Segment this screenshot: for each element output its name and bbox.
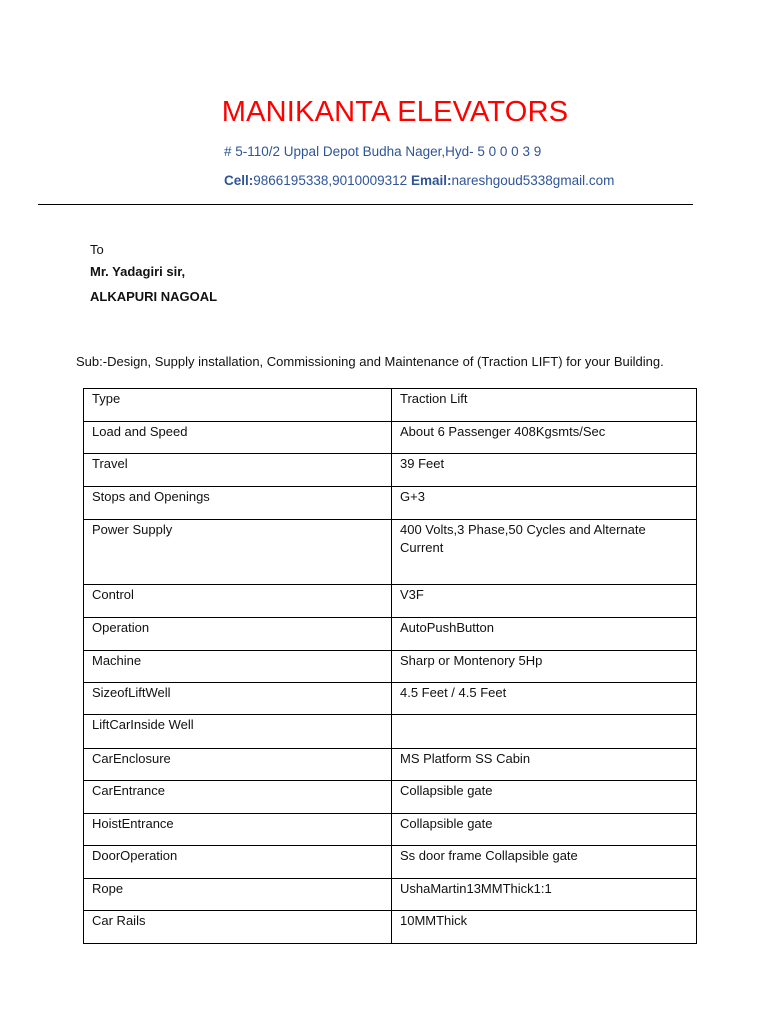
cell-value: 9866195338,9010009312 xyxy=(253,173,408,188)
table-row xyxy=(84,879,697,911)
specification-table xyxy=(83,388,697,944)
table-row xyxy=(84,454,697,487)
spec-label: Type xyxy=(84,389,392,422)
spec-label: LiftCarInside Well xyxy=(84,715,392,749)
spec-value: 39 Feet xyxy=(392,454,697,487)
table-row xyxy=(84,683,697,715)
email-label: Email: xyxy=(410,173,452,188)
spec-label: Car Rails xyxy=(84,911,392,944)
spec-label: CarEnclosure xyxy=(84,749,392,781)
spec-label: SizeofLiftWell xyxy=(84,683,392,715)
spec-value: Collapsible gate xyxy=(392,781,697,814)
table-row xyxy=(84,618,697,651)
spec-value: MS Platform SS Cabin xyxy=(392,749,697,781)
spec-value xyxy=(392,715,697,749)
company-name: MANIKANTA ELEVATORS xyxy=(221,96,569,128)
company-address: # 5-110/2 Uppal Depot Budha Nager,Hyd- 5 0 0 0 3 9 xyxy=(224,144,542,159)
spec-value: About 6 Passenger 408Kgsmts/Sec xyxy=(392,422,697,454)
spec-value: Collapsible gate xyxy=(392,814,697,846)
table-row xyxy=(84,749,697,781)
spec-label: CarEntrance xyxy=(84,781,392,814)
spec-label: Load and Speed xyxy=(84,422,392,454)
spec-value: UshaMartin13MMThick1:1 xyxy=(392,879,697,911)
spec-label: Operation xyxy=(84,618,392,651)
spec-label: Travel xyxy=(84,454,392,487)
spec-label: DoorOperation xyxy=(84,846,392,879)
table-row xyxy=(84,814,697,846)
email-value: nareshgoud5338gmail.com xyxy=(451,173,615,188)
to-label: To xyxy=(90,242,104,257)
recipient-address: ALKAPURI NAGOAL xyxy=(90,289,218,304)
spec-value: V3F xyxy=(392,585,697,618)
spec-value: Sharp or Montenory 5Hp xyxy=(392,651,697,683)
spec-value: AutoPushButton xyxy=(392,618,697,651)
spec-label: HoistEntrance xyxy=(84,814,392,846)
table-row xyxy=(84,651,697,683)
spec-label: Stops and Openings xyxy=(84,487,392,520)
table-row xyxy=(84,422,697,454)
spec-label: Machine xyxy=(84,651,392,683)
subject-line: Sub:-Design, Supply installation, Commissioning and Maintenance of (Traction LIFT) for your Building. xyxy=(76,354,664,369)
spec-label: Rope xyxy=(84,879,392,911)
table-row xyxy=(84,715,697,749)
header-divider xyxy=(38,204,693,205)
spec-value: Ss door frame Collapsible gate xyxy=(392,846,697,879)
spec-label: Control xyxy=(84,585,392,618)
table-row xyxy=(84,520,697,585)
table-row xyxy=(84,389,697,422)
company-contact xyxy=(224,173,614,188)
spec-value: G+3 xyxy=(392,487,697,520)
table-row xyxy=(84,911,697,944)
spec-value: 4.5 Feet / 4.5 Feet xyxy=(392,683,697,715)
spec-value: 400 Volts,3 Phase,50 Cycles and Alternate Current xyxy=(392,520,697,585)
cell-label: Cell: xyxy=(224,173,254,188)
spec-label: Power Supply xyxy=(84,520,392,585)
table-row xyxy=(84,846,697,879)
table-row xyxy=(84,585,697,618)
recipient-name: Mr. Yadagiri sir, xyxy=(90,264,186,279)
spec-value: Traction Lift xyxy=(392,389,697,422)
table-row xyxy=(84,487,697,520)
spec-value: 10MMThick xyxy=(392,911,697,944)
table-row xyxy=(84,781,697,814)
